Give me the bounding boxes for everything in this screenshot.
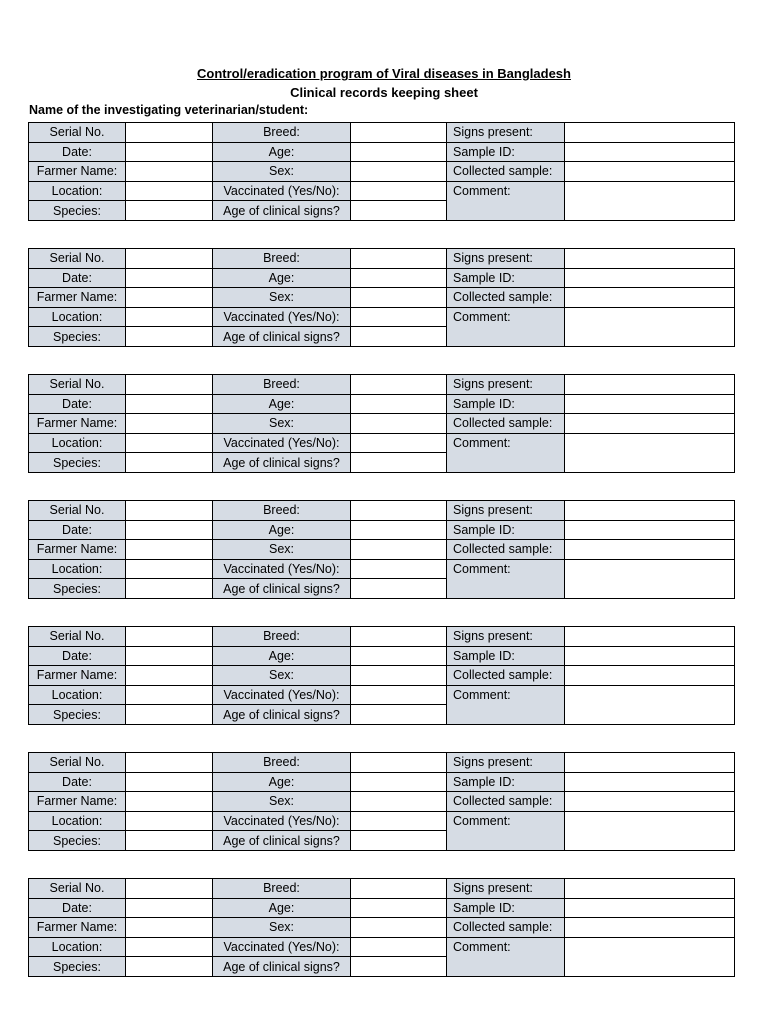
signs-present-label: Signs present: xyxy=(447,753,565,773)
breed-field[interactable] xyxy=(351,879,447,899)
signs-present-field[interactable] xyxy=(565,627,735,647)
date-label: Date: xyxy=(29,646,126,666)
age-of-clinical-signs-field[interactable] xyxy=(351,957,447,977)
record-row xyxy=(29,753,735,773)
collected-sample-label: Collected sample: xyxy=(447,162,565,182)
collected-sample-field[interactable] xyxy=(565,414,735,434)
comment-label: Comment: xyxy=(447,559,565,598)
sample-id-label: Sample ID: xyxy=(447,898,565,918)
signs-present-label: Signs present: xyxy=(447,879,565,899)
vaccinated-label: Vaccinated (Yes/No): xyxy=(213,181,351,201)
clinical-record-form xyxy=(28,500,735,599)
age-field[interactable] xyxy=(351,898,447,918)
date-field[interactable] xyxy=(126,268,213,288)
sex-label: Sex: xyxy=(213,288,351,308)
sex-label: Sex: xyxy=(213,540,351,560)
sample-id-label: Sample ID: xyxy=(447,268,565,288)
location-field[interactable] xyxy=(126,559,213,579)
species-label: Species: xyxy=(29,201,126,221)
record-row xyxy=(29,937,735,957)
clinical-record-form xyxy=(28,626,735,725)
date-label: Date: xyxy=(29,898,126,918)
comment-field[interactable] xyxy=(565,307,735,346)
location-label: Location: xyxy=(29,433,126,453)
age-label: Age: xyxy=(213,898,351,918)
breed-field[interactable] xyxy=(351,123,447,143)
vaccinated-label: Vaccinated (Yes/No): xyxy=(213,433,351,453)
comment-label: Comment: xyxy=(447,937,565,976)
location-field[interactable] xyxy=(126,307,213,327)
record-row xyxy=(29,249,735,269)
age-field[interactable] xyxy=(351,268,447,288)
age-of-clinical-signs-field[interactable] xyxy=(351,705,447,725)
collected-sample-label: Collected sample: xyxy=(447,414,565,434)
sex-field[interactable] xyxy=(351,540,447,560)
sample-id-field[interactable] xyxy=(565,646,735,666)
age-label: Age: xyxy=(213,142,351,162)
signs-present-field[interactable] xyxy=(565,753,735,773)
farmer-name-field[interactable] xyxy=(126,162,213,182)
age-field[interactable] xyxy=(351,520,447,540)
record-row xyxy=(29,181,735,201)
breed-label: Breed: xyxy=(213,627,351,647)
sex-field[interactable] xyxy=(351,414,447,434)
species-field[interactable] xyxy=(126,579,213,599)
record-row xyxy=(29,142,735,162)
breed-field[interactable] xyxy=(351,375,447,395)
record-row xyxy=(29,433,735,453)
record-row xyxy=(29,540,735,560)
age-field[interactable] xyxy=(351,142,447,162)
serial-no-label: Serial No. xyxy=(29,249,126,269)
signs-present-field[interactable] xyxy=(565,249,735,269)
serial-no-field[interactable] xyxy=(126,627,213,647)
location-label: Location: xyxy=(29,307,126,327)
location-field[interactable] xyxy=(126,433,213,453)
location-field[interactable] xyxy=(126,811,213,831)
serial-no-label: Serial No. xyxy=(29,123,126,143)
breed-label: Breed: xyxy=(213,879,351,899)
age-field[interactable] xyxy=(351,646,447,666)
species-field[interactable] xyxy=(126,831,213,851)
farmer-name-label: Farmer Name: xyxy=(29,792,126,812)
vaccinated-field[interactable] xyxy=(351,559,447,579)
date-field[interactable] xyxy=(126,142,213,162)
vaccinated-label: Vaccinated (Yes/No): xyxy=(213,307,351,327)
record-row xyxy=(29,879,735,899)
comment-field[interactable] xyxy=(565,433,735,472)
collected-sample-field[interactable] xyxy=(565,918,735,938)
sample-id-label: Sample ID: xyxy=(447,646,565,666)
comment-field[interactable] xyxy=(565,685,735,724)
collected-sample-label: Collected sample: xyxy=(447,288,565,308)
age-of-clinical-signs-label: Age of clinical signs? xyxy=(213,705,351,725)
location-label: Location: xyxy=(29,559,126,579)
sex-field[interactable] xyxy=(351,288,447,308)
collected-sample-field[interactable] xyxy=(565,540,735,560)
signs-present-label: Signs present: xyxy=(447,501,565,521)
vaccinated-label: Vaccinated (Yes/No): xyxy=(213,685,351,705)
age-of-clinical-signs-label: Age of clinical signs? xyxy=(213,453,351,473)
signs-present-label: Signs present: xyxy=(447,627,565,647)
vaccinated-field[interactable] xyxy=(351,811,447,831)
species-label: Species: xyxy=(29,957,126,977)
sample-id-label: Sample ID: xyxy=(447,772,565,792)
sample-id-label: Sample ID: xyxy=(447,520,565,540)
sample-id-field[interactable] xyxy=(565,142,735,162)
age-label: Age: xyxy=(213,520,351,540)
sample-id-field[interactable] xyxy=(565,772,735,792)
species-label: Species: xyxy=(29,831,126,851)
comment-label: Comment: xyxy=(447,433,565,472)
comment-field[interactable] xyxy=(565,937,735,976)
clinical-record-form xyxy=(28,752,735,851)
date-field[interactable] xyxy=(126,898,213,918)
breed-field[interactable] xyxy=(351,501,447,521)
location-label: Location: xyxy=(29,937,126,957)
serial-no-label: Serial No. xyxy=(29,627,126,647)
breed-field[interactable] xyxy=(351,627,447,647)
signs-present-field[interactable] xyxy=(565,879,735,899)
sex-label: Sex: xyxy=(213,162,351,182)
sample-id-label: Sample ID: xyxy=(447,394,565,414)
species-field[interactable] xyxy=(126,957,213,977)
species-label: Species: xyxy=(29,705,126,725)
farmer-name-field[interactable] xyxy=(126,540,213,560)
age-label: Age: xyxy=(213,268,351,288)
date-field[interactable] xyxy=(126,520,213,540)
sample-id-field[interactable] xyxy=(565,898,735,918)
clinical-record-form xyxy=(28,374,735,473)
date-field[interactable] xyxy=(126,646,213,666)
age-of-clinical-signs-field[interactable] xyxy=(351,831,447,851)
sex-label: Sex: xyxy=(213,792,351,812)
clinical-record-form xyxy=(28,878,735,977)
age-of-clinical-signs-field[interactable] xyxy=(351,327,447,347)
record-row xyxy=(29,414,735,434)
date-label: Date: xyxy=(29,394,126,414)
date-field[interactable] xyxy=(126,394,213,414)
farmer-name-label: Farmer Name: xyxy=(29,666,126,686)
vaccinated-label: Vaccinated (Yes/No): xyxy=(213,937,351,957)
location-label: Location: xyxy=(29,811,126,831)
comment-label: Comment: xyxy=(447,811,565,850)
comment-label: Comment: xyxy=(447,181,565,220)
age-of-clinical-signs-label: Age of clinical signs? xyxy=(213,201,351,221)
signs-present-field[interactable] xyxy=(565,123,735,143)
record-row xyxy=(29,375,735,395)
farmer-name-label: Farmer Name: xyxy=(29,918,126,938)
sample-id-field[interactable] xyxy=(565,520,735,540)
farmer-name-label: Farmer Name: xyxy=(29,288,126,308)
breed-label: Breed: xyxy=(213,753,351,773)
location-label: Location: xyxy=(29,685,126,705)
record-row xyxy=(29,501,735,521)
collected-sample-field[interactable] xyxy=(565,288,735,308)
serial-no-label: Serial No. xyxy=(29,501,126,521)
vaccinated-field[interactable] xyxy=(351,307,447,327)
sex-label: Sex: xyxy=(213,414,351,434)
collected-sample-field[interactable] xyxy=(565,792,735,812)
clinical-record-form xyxy=(28,248,735,347)
record-row xyxy=(29,666,735,686)
farmer-name-label: Farmer Name: xyxy=(29,162,126,182)
record-row xyxy=(29,898,735,918)
comment-field[interactable] xyxy=(565,559,735,598)
record-row xyxy=(29,685,735,705)
record-row xyxy=(29,627,735,647)
breed-field[interactable] xyxy=(351,249,447,269)
breed-label: Breed: xyxy=(213,123,351,143)
breed-field[interactable] xyxy=(351,753,447,773)
collected-sample-label: Collected sample: xyxy=(447,540,565,560)
collected-sample-label: Collected sample: xyxy=(447,792,565,812)
collected-sample-label: Collected sample: xyxy=(447,666,565,686)
serial-no-label: Serial No. xyxy=(29,375,126,395)
record-row xyxy=(29,288,735,308)
comment-field[interactable] xyxy=(565,811,735,850)
vaccinated-label: Vaccinated (Yes/No): xyxy=(213,559,351,579)
species-field[interactable] xyxy=(126,327,213,347)
sample-id-label: Sample ID: xyxy=(447,142,565,162)
farmer-name-field[interactable] xyxy=(126,666,213,686)
location-label: Location: xyxy=(29,181,126,201)
record-row xyxy=(29,811,735,831)
farmer-name-label: Farmer Name: xyxy=(29,540,126,560)
sample-id-field[interactable] xyxy=(565,394,735,414)
signs-present-label: Signs present: xyxy=(447,123,565,143)
document-subtitle: Clinical records keeping sheet xyxy=(290,85,478,100)
signs-present-field[interactable] xyxy=(565,375,735,395)
age-of-clinical-signs-field[interactable] xyxy=(351,201,447,221)
date-label: Date: xyxy=(29,520,126,540)
serial-no-field[interactable] xyxy=(126,249,213,269)
farmer-name-label: Farmer Name: xyxy=(29,414,126,434)
collected-sample-field[interactable] xyxy=(565,162,735,182)
vaccinated-field[interactable] xyxy=(351,433,447,453)
age-of-clinical-signs-label: Age of clinical signs? xyxy=(213,831,351,851)
sex-field[interactable] xyxy=(351,918,447,938)
age-field[interactable] xyxy=(351,772,447,792)
farmer-name-field[interactable] xyxy=(126,288,213,308)
species-label: Species: xyxy=(29,453,126,473)
age-of-clinical-signs-label: Age of clinical signs? xyxy=(213,579,351,599)
vaccinated-label: Vaccinated (Yes/No): xyxy=(213,811,351,831)
comment-field[interactable] xyxy=(565,181,735,220)
age-of-clinical-signs-label: Age of clinical signs? xyxy=(213,957,351,977)
farmer-name-field[interactable] xyxy=(126,414,213,434)
serial-no-field[interactable] xyxy=(126,123,213,143)
record-row xyxy=(29,792,735,812)
date-field[interactable] xyxy=(126,772,213,792)
sex-label: Sex: xyxy=(213,918,351,938)
record-row xyxy=(29,162,735,182)
date-label: Date: xyxy=(29,142,126,162)
collected-sample-field[interactable] xyxy=(565,666,735,686)
age-field[interactable] xyxy=(351,394,447,414)
age-label: Age: xyxy=(213,394,351,414)
farmer-name-field[interactable] xyxy=(126,918,213,938)
sex-label: Sex: xyxy=(213,666,351,686)
record-row xyxy=(29,918,735,938)
sex-field[interactable] xyxy=(351,162,447,182)
serial-no-label: Serial No. xyxy=(29,879,126,899)
record-row xyxy=(29,520,735,540)
investigator-name-label: Name of the investigating veterinarian/student: xyxy=(29,103,309,117)
vaccinated-field[interactable] xyxy=(351,181,447,201)
record-row xyxy=(29,559,735,579)
age-of-clinical-signs-label: Age of clinical signs? xyxy=(213,327,351,347)
clinical-record-form xyxy=(28,122,735,221)
record-row xyxy=(29,772,735,792)
document-title: Control/eradication program of Viral diseases in Bangladesh xyxy=(197,66,571,81)
date-label: Date: xyxy=(29,772,126,792)
serial-no-field[interactable] xyxy=(126,375,213,395)
serial-no-field[interactable] xyxy=(126,753,213,773)
serial-no-field[interactable] xyxy=(126,501,213,521)
location-field[interactable] xyxy=(126,181,213,201)
sex-field[interactable] xyxy=(351,666,447,686)
location-field[interactable] xyxy=(126,685,213,705)
record-row xyxy=(29,394,735,414)
signs-present-label: Signs present: xyxy=(447,249,565,269)
species-field[interactable] xyxy=(126,705,213,725)
location-field[interactable] xyxy=(126,937,213,957)
breed-label: Breed: xyxy=(213,501,351,521)
breed-label: Breed: xyxy=(213,249,351,269)
date-label: Date: xyxy=(29,268,126,288)
species-label: Species: xyxy=(29,579,126,599)
vaccinated-field[interactable] xyxy=(351,685,447,705)
serial-no-label: Serial No. xyxy=(29,753,126,773)
comment-label: Comment: xyxy=(447,307,565,346)
species-field[interactable] xyxy=(126,453,213,473)
sample-id-field[interactable] xyxy=(565,268,735,288)
age-of-clinical-signs-field[interactable] xyxy=(351,579,447,599)
comment-label: Comment: xyxy=(447,685,565,724)
species-field[interactable] xyxy=(126,201,213,221)
serial-no-field[interactable] xyxy=(126,879,213,899)
farmer-name-field[interactable] xyxy=(126,792,213,812)
vaccinated-field[interactable] xyxy=(351,937,447,957)
sex-field[interactable] xyxy=(351,792,447,812)
collected-sample-label: Collected sample: xyxy=(447,918,565,938)
record-row xyxy=(29,307,735,327)
age-label: Age: xyxy=(213,646,351,666)
signs-present-field[interactable] xyxy=(565,501,735,521)
record-row xyxy=(29,123,735,143)
breed-label: Breed: xyxy=(213,375,351,395)
age-label: Age: xyxy=(213,772,351,792)
species-label: Species: xyxy=(29,327,126,347)
signs-present-label: Signs present: xyxy=(447,375,565,395)
record-row xyxy=(29,268,735,288)
age-of-clinical-signs-field[interactable] xyxy=(351,453,447,473)
record-row xyxy=(29,646,735,666)
